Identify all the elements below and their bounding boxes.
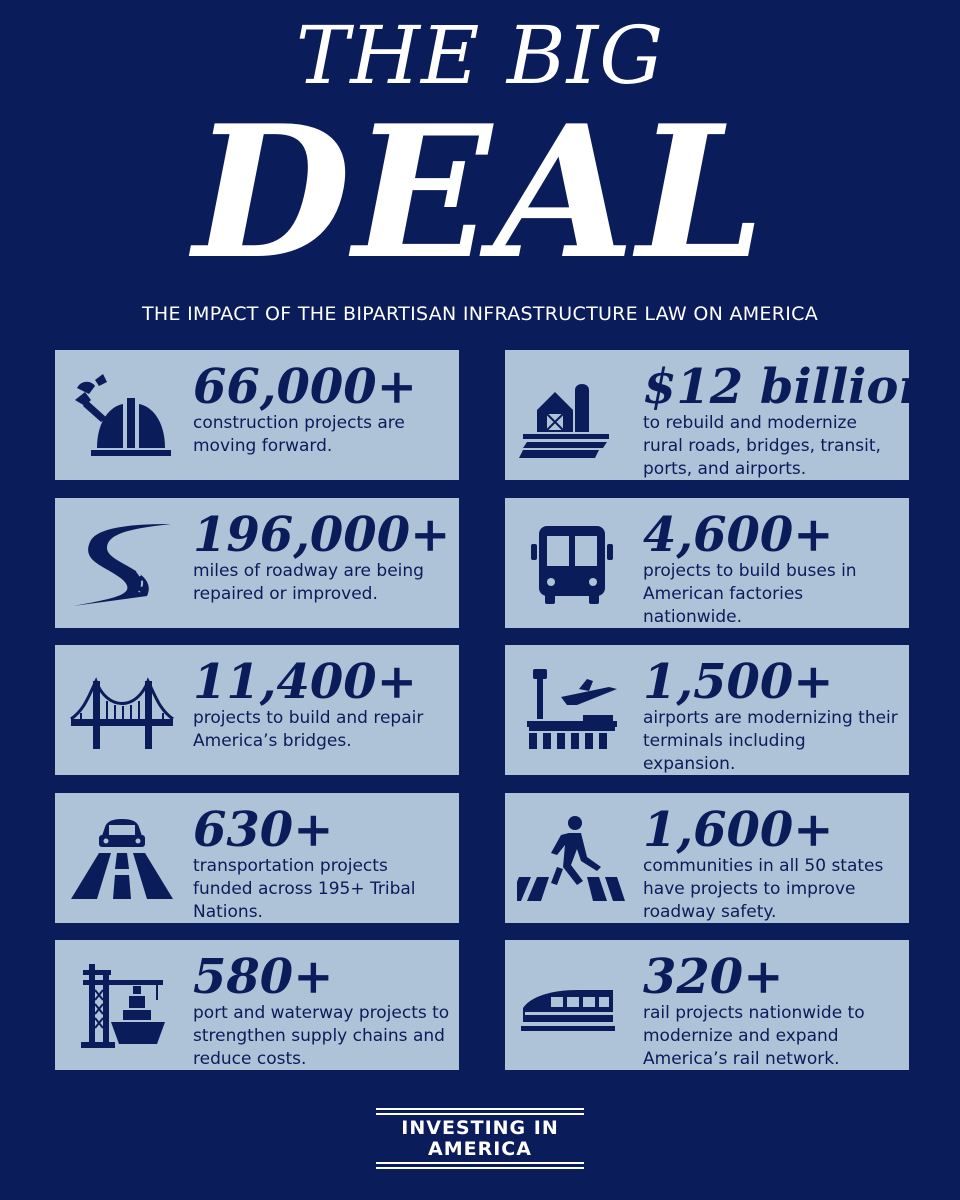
stat-card-construction — [55, 350, 459, 480]
pedestrian-crosswalk-icon — [517, 813, 627, 903]
stat-card-rural — [505, 350, 934, 480]
stat-description: airports are modernizing their terminals including expansion. — [643, 708, 898, 774]
stat-card-bridges — [55, 645, 459, 775]
footer-line2: AMERICA — [428, 1138, 532, 1160]
stat-value: 630+ — [193, 802, 334, 858]
car-on-road-icon — [67, 813, 177, 903]
page-subtitle: THE IMPACT OF THE BIPARTISAN INFRASTRUCTURE LAW ON AMERICA — [141, 303, 819, 325]
stat-value: 66,000+ — [193, 359, 417, 415]
page-title-line1: THE BIG — [295, 9, 665, 102]
stat-description: communities in all 50 states have projects to improve roadway safety. — [643, 856, 884, 922]
airport-icon — [517, 665, 627, 755]
stat-description: transportation projects funded across 195+ Tribal Nations. — [193, 856, 416, 922]
construction-hardhat-icon — [67, 370, 177, 460]
stat-card-ports — [55, 940, 459, 1070]
stat-value: 580+ — [193, 949, 334, 1005]
stat-card-safety — [505, 793, 909, 923]
stat-description: projects to build and repair America’s bridges. — [193, 708, 424, 751]
barn-farm-icon — [517, 370, 627, 460]
stat-value: 196,000+ — [193, 507, 451, 563]
stat-value: 320+ — [643, 949, 784, 1005]
stat-value: 4,600+ — [643, 507, 834, 563]
winding-road-icon — [67, 518, 177, 608]
stat-description: construction projects are moving forward. — [193, 413, 405, 456]
stat-card-airports — [505, 645, 909, 775]
suspension-bridge-icon — [67, 665, 177, 755]
stat-value: $12 billion — [643, 359, 934, 415]
stat-card-roadway — [55, 498, 459, 628]
stat-card-tribal — [55, 793, 459, 923]
footer-rule-bottom — [376, 1162, 584, 1172]
stat-description: projects to build buses in American factories nationwide. — [643, 561, 857, 627]
stat-value: 1,600+ — [643, 802, 834, 858]
stat-card-rail — [505, 940, 909, 1070]
stat-card-buses — [505, 498, 909, 628]
footer-logo — [376, 1118, 584, 1160]
stat-description: rail projects nationwide to modernize and expand America’s rail network. — [643, 1003, 865, 1069]
page-title-line2: DEAL — [193, 85, 767, 299]
stat-description: miles of roadway are being repaired or improved. — [193, 561, 424, 604]
stat-description: to rebuild and modernize rural roads, bridges, transit, ports, and airports. — [643, 413, 881, 479]
stat-value: 1,500+ — [643, 654, 834, 710]
train-icon — [517, 960, 627, 1050]
bus-icon — [517, 518, 627, 608]
footer-line1: INVESTING IN — [401, 1117, 559, 1139]
stat-value: 11,400+ — [193, 654, 417, 710]
port-crane-ship-icon — [67, 960, 177, 1050]
stat-description: port and waterway projects to strengthen supply chains and reduce costs. — [193, 1003, 450, 1069]
